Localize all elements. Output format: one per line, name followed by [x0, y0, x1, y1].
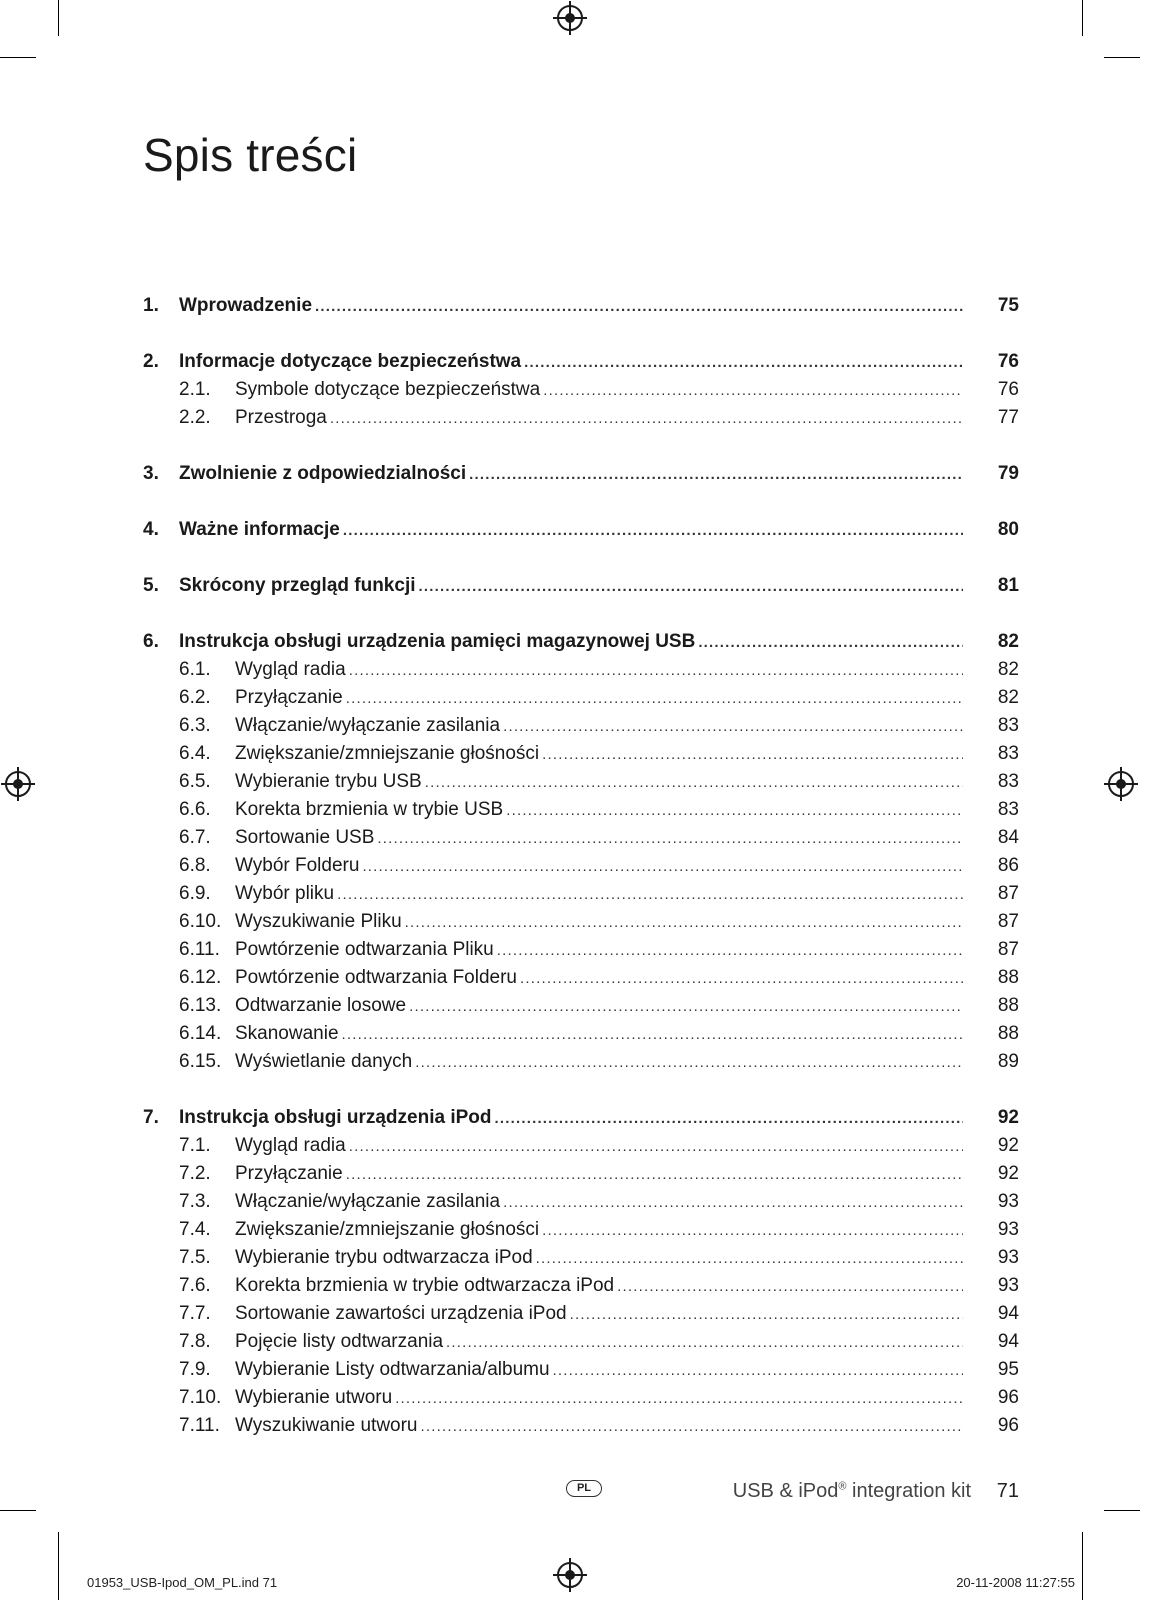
toc-page: 92 [997, 1135, 1019, 1156]
toc-label: Wyświetlanie danych [235, 1051, 413, 1072]
toc-subsection[interactable] [143, 908, 1019, 936]
toc-subsection[interactable] [143, 1188, 1019, 1216]
toc-group [143, 1104, 1019, 1440]
dot-leader [349, 1133, 963, 1161]
toc-label: Zwolnienie z odpowiedzialności [179, 463, 467, 484]
toc-number: 2.1. [179, 379, 211, 400]
toc-subsection[interactable] [143, 1020, 1019, 1048]
toc-page: 83 [997, 771, 1019, 792]
toc-label: Przestroga [235, 407, 327, 428]
toc-page: 84 [997, 827, 1019, 848]
dot-leader [415, 1049, 963, 1077]
dot-leader [395, 1385, 963, 1413]
dot-leader [315, 293, 963, 321]
toc-label: Wygląd radia [235, 659, 346, 680]
toc-number: 4. [143, 519, 159, 540]
toc-number: 6.7. [179, 827, 211, 848]
dot-leader [330, 405, 963, 433]
toc-subsection[interactable] [143, 1048, 1019, 1076]
dot-leader [553, 1357, 963, 1385]
crop-mark [58, 0, 59, 36]
toc-number: 6.6. [179, 799, 211, 820]
toc-subsection[interactable] [143, 1272, 1019, 1300]
toc-page: 77 [997, 407, 1019, 428]
toc-label: Skanowanie [235, 1023, 339, 1044]
language-badge: PL [566, 1480, 602, 1497]
toc-subsection[interactable] [143, 824, 1019, 852]
toc-page: 82 [997, 631, 1019, 652]
toc-number: 6.10. [179, 911, 222, 932]
toc-section[interactable] [143, 572, 1019, 600]
dot-leader [425, 769, 963, 797]
toc-page: 82 [997, 687, 1019, 708]
toc-label: Informacje dotyczące bezpieczeństwa [179, 351, 522, 372]
toc-subsection[interactable] [143, 1132, 1019, 1160]
toc-group [143, 516, 1019, 544]
toc-section[interactable] [143, 348, 1019, 376]
toc-page: 86 [997, 855, 1019, 876]
toc-page: 96 [997, 1415, 1019, 1436]
toc-number: 7.1. [179, 1135, 211, 1156]
toc-group [143, 348, 1019, 432]
toc-subsection[interactable] [143, 880, 1019, 908]
toc-subsection[interactable] [143, 684, 1019, 712]
toc-number: 6.13. [179, 995, 222, 1016]
toc-group [143, 628, 1019, 1076]
toc-page: 82 [997, 659, 1019, 680]
toc-subsection[interactable] [143, 1328, 1019, 1356]
toc-label: Skrócony przegląd funkcji [179, 575, 416, 596]
dot-leader [524, 349, 963, 377]
toc-subsection[interactable] [143, 376, 1019, 404]
toc-page: 76 [997, 351, 1019, 372]
toc-number: 6.9. [179, 883, 211, 904]
toc-number: 7.11. [179, 1415, 220, 1436]
dot-leader [617, 1273, 963, 1301]
toc-section[interactable] [143, 460, 1019, 488]
dot-leader [536, 1245, 963, 1273]
toc-label: Powtórzenie odtwarzania Folderu [235, 967, 517, 988]
toc-label: Przyłączanie [235, 687, 343, 708]
toc-page: 92 [997, 1163, 1019, 1184]
toc-label: Włączanie/wyłączanie zasilania [235, 715, 501, 736]
toc-number: 6.3. [179, 715, 211, 736]
toc-page: 89 [997, 1051, 1019, 1072]
toc-number: 6.12. [179, 967, 222, 988]
dot-leader [377, 825, 963, 853]
dot-leader [362, 853, 963, 881]
toc-page: 87 [997, 911, 1019, 932]
toc-label: Powtórzenie odtwarzania Pliku [235, 939, 494, 960]
toc-number: 6.11. [179, 939, 220, 960]
toc-label: Instrukcja obsługi urządzenia pamięci magazynowej USB [179, 631, 696, 652]
toc-label: Wprowadzenie [179, 295, 313, 316]
toc-group [143, 460, 1019, 488]
toc-number: 6.5. [179, 771, 211, 792]
toc-number: 7.7. [179, 1303, 211, 1324]
toc-subsection[interactable] [143, 768, 1019, 796]
page-title: Spis treści [143, 129, 358, 181]
toc-subsection[interactable] [143, 404, 1019, 432]
toc-subsection[interactable] [143, 796, 1019, 824]
toc-subsection[interactable] [143, 1216, 1019, 1244]
toc-page: 93 [997, 1191, 1019, 1212]
toc-page: 80 [997, 519, 1019, 540]
toc-label: Wybieranie Listy odtwarzania/albumu [235, 1359, 550, 1380]
toc-subsection[interactable] [143, 1384, 1019, 1412]
toc-label: Korekta brzmienia w trybie USB [235, 799, 504, 820]
dot-leader [497, 937, 963, 965]
toc-section[interactable] [143, 292, 1019, 320]
registration-mark-icon [557, 5, 583, 31]
crop-mark [0, 1510, 36, 1511]
toc-subsection[interactable] [143, 1300, 1019, 1328]
dot-leader [419, 573, 964, 601]
dot-leader [346, 1161, 963, 1189]
page-number: 71 [996, 1479, 1019, 1502]
toc-number: 7.8. [179, 1331, 211, 1352]
toc-page: 76 [997, 379, 1019, 400]
toc-label: Włączanie/wyłączanie zasilania [235, 1191, 501, 1212]
toc-subsection[interactable] [143, 1356, 1019, 1384]
crop-mark [58, 1532, 59, 1600]
dot-leader [446, 1329, 963, 1357]
toc-number: 6.2. [179, 687, 211, 708]
toc-number: 2. [143, 351, 159, 372]
toc-page: 96 [997, 1387, 1019, 1408]
toc-page: 79 [997, 463, 1019, 484]
dot-leader [469, 461, 963, 489]
toc-number: 7. [143, 1107, 159, 1128]
dot-leader [337, 881, 963, 909]
crop-mark [1082, 1532, 1083, 1600]
toc-page: 93 [997, 1275, 1019, 1296]
dot-leader [346, 685, 963, 713]
toc-number: 7.3. [179, 1191, 211, 1212]
registration-mark-icon [5, 771, 31, 797]
toc-group [143, 292, 1019, 320]
toc-section[interactable] [143, 1104, 1019, 1132]
toc-label: Wyszukiwanie utworu [235, 1415, 418, 1436]
crop-mark [1082, 0, 1083, 36]
toc-number: 6. [143, 631, 159, 652]
toc-page: 87 [997, 883, 1019, 904]
toc-page: 94 [997, 1331, 1019, 1352]
dot-leader [409, 993, 963, 1021]
dot-leader [570, 1301, 963, 1329]
toc-subsection[interactable] [143, 1412, 1019, 1440]
toc-label: Wybór pliku [235, 883, 335, 904]
dot-leader [543, 377, 963, 405]
toc-label: Ważne informacje [179, 519, 340, 540]
toc-number: 7.6. [179, 1275, 211, 1296]
toc-page: 87 [997, 939, 1019, 960]
toc-number: 6.14. [179, 1023, 222, 1044]
toc-label: Przyłączanie [235, 1163, 343, 1184]
print-slug-date: 20-11-2008 11:27:55 [956, 1575, 1075, 1590]
toc-number: 6.15. [179, 1051, 222, 1072]
toc-label: Sortowanie USB [235, 827, 375, 848]
toc-number: 7.5. [179, 1247, 211, 1268]
dot-leader [342, 1021, 963, 1049]
toc-number: 2.2. [179, 407, 211, 428]
toc-page: 93 [997, 1219, 1019, 1240]
crop-mark [0, 57, 36, 58]
toc-label: Wybieranie trybu USB [235, 771, 422, 792]
toc-label: Wybór Folderu [235, 855, 360, 876]
toc-page: 83 [997, 743, 1019, 764]
registration-mark-icon [1108, 771, 1134, 797]
page-footer [143, 1476, 1019, 1506]
toc-subsection[interactable] [143, 964, 1019, 992]
toc-page: 88 [997, 967, 1019, 988]
dot-leader [542, 1217, 963, 1245]
toc-page: 94 [997, 1303, 1019, 1324]
crop-mark [1104, 1510, 1140, 1511]
product-name: USB & iPod® integration kit [732, 1479, 971, 1502]
toc-label: Wygląd radia [235, 1135, 346, 1156]
toc-label: Symbole dotyczące bezpieczeństwa [235, 379, 541, 400]
dot-leader [503, 713, 963, 741]
toc-label: Wyszukiwanie Pliku [235, 911, 402, 932]
toc-page: 83 [997, 715, 1019, 736]
toc-subsection[interactable] [143, 712, 1019, 740]
toc-label: Wybieranie utworu [235, 1387, 393, 1408]
toc-number: 7.10. [179, 1387, 222, 1408]
toc-page: 88 [997, 1023, 1019, 1044]
toc-number: 7.4. [179, 1219, 211, 1240]
toc-label: Zwiększanie/zmniejszanie głośności [235, 1219, 540, 1240]
dot-leader [421, 1413, 963, 1441]
toc-label: Wybieranie trybu odtwarzacza iPod [235, 1247, 533, 1268]
toc-page: 75 [997, 295, 1019, 316]
toc-group [143, 572, 1019, 600]
print-slug-file: 01953_USB-Ipod_OM_PL.ind 71 [87, 1575, 278, 1590]
toc-page: 81 [997, 575, 1019, 596]
toc-number: 1. [143, 295, 159, 316]
toc-label: Sortowanie zawartości urządzenia iPod [235, 1303, 567, 1324]
table-of-contents [143, 292, 1019, 1468]
toc-subsection[interactable] [143, 992, 1019, 1020]
dot-leader [506, 797, 963, 825]
toc-subsection[interactable] [143, 740, 1019, 768]
toc-number: 3. [143, 463, 159, 484]
toc-number: 6.8. [179, 855, 211, 876]
toc-label: Zwiększanie/zmniejszanie głośności [235, 743, 540, 764]
dot-leader [520, 965, 963, 993]
toc-page: 92 [997, 1107, 1019, 1128]
toc-page: 88 [997, 995, 1019, 1016]
dot-leader [405, 909, 963, 937]
toc-number: 7.2. [179, 1163, 211, 1184]
toc-label: Pojęcie listy odtwarzania [235, 1331, 444, 1352]
toc-subsection[interactable] [143, 936, 1019, 964]
toc-label: Korekta brzmienia w trybie odtwarzacza iPod [235, 1275, 615, 1296]
dot-leader [698, 629, 963, 657]
crop-mark [1104, 57, 1140, 58]
dot-leader [495, 1105, 964, 1133]
toc-page: 95 [997, 1359, 1019, 1380]
toc-number: 6.4. [179, 743, 211, 764]
toc-subsection[interactable] [143, 1244, 1019, 1272]
toc-page: 93 [997, 1247, 1019, 1268]
toc-number: 6.1. [179, 659, 211, 680]
toc-section[interactable] [143, 516, 1019, 544]
toc-section[interactable] [143, 628, 1019, 656]
toc-subsection[interactable] [143, 1160, 1019, 1188]
toc-number: 5. [143, 575, 159, 596]
registration-mark-icon [557, 1562, 583, 1588]
dot-leader [349, 657, 963, 685]
toc-label: Instrukcja obsługi urządzenia iPod [179, 1107, 492, 1128]
dot-leader [542, 741, 963, 769]
toc-page: 83 [997, 799, 1019, 820]
toc-subsection[interactable] [143, 852, 1019, 880]
toc-subsection[interactable] [143, 656, 1019, 684]
toc-number: 7.9. [179, 1359, 211, 1380]
toc-label: Odtwarzanie losowe [235, 995, 407, 1016]
dot-leader [503, 1189, 963, 1217]
dot-leader [343, 517, 963, 545]
